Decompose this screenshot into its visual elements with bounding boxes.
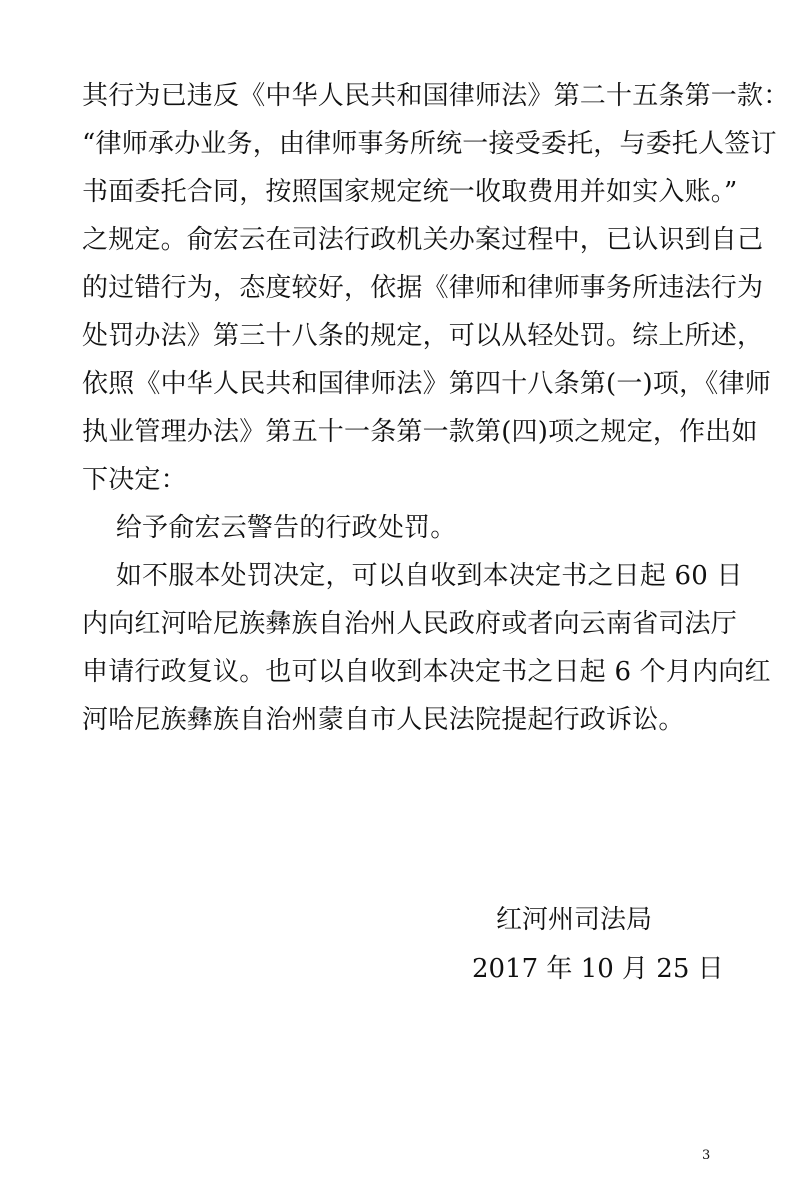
body-line: 处罚办法》第三十八条的规定，可以从轻处罚。综上所述，	[82, 321, 764, 351]
body-line: 河哈尼族彝族自治州蒙自市人民法院提起行政诉讼。	[82, 705, 685, 735]
body-line: “律师承办业务，由律师事务所统一接受委托，与委托人签订	[82, 129, 777, 159]
body-line: 依照《中华人民共和国律师法》第四十八条第(一)项，《律师	[82, 369, 771, 399]
body-line: 下决定：	[82, 465, 187, 495]
issue-date: 2017 年 10 月 25 日	[472, 954, 724, 984]
body-line: 书面委托合同，按照国家规定统一收取费用并如实入账。”	[82, 177, 738, 207]
appeal-paragraph-start: 如不服本处罚决定，可以自收到本决定书之日起 60 日	[82, 561, 743, 591]
issuing-organization: 红河州司法局	[496, 905, 653, 935]
body-line: 执业管理办法》第五十一条第一款第(四)项之规定，作出如	[82, 417, 758, 447]
body-line: 之规定。俞宏云在司法行政机关办案过程中，已认识到自己	[82, 225, 764, 255]
body-line: 申请行政复议。也可以自收到本决定书之日起 6 个月内向红	[82, 657, 771, 687]
body-line: 的过错行为，态度较好，依据《律师和律师事务所违法行为	[82, 273, 764, 303]
body-line: 内向红河哈尼族彝族自治州人民政府或者向云南省司法厅	[82, 609, 738, 639]
body-line: 其行为已违反《中华人民共和国律师法》第二十五条第一款：	[82, 81, 790, 111]
page-number: 3	[702, 1148, 711, 1163]
decision-paragraph: 给予俞宏云警告的行政处罚。	[82, 513, 457, 543]
